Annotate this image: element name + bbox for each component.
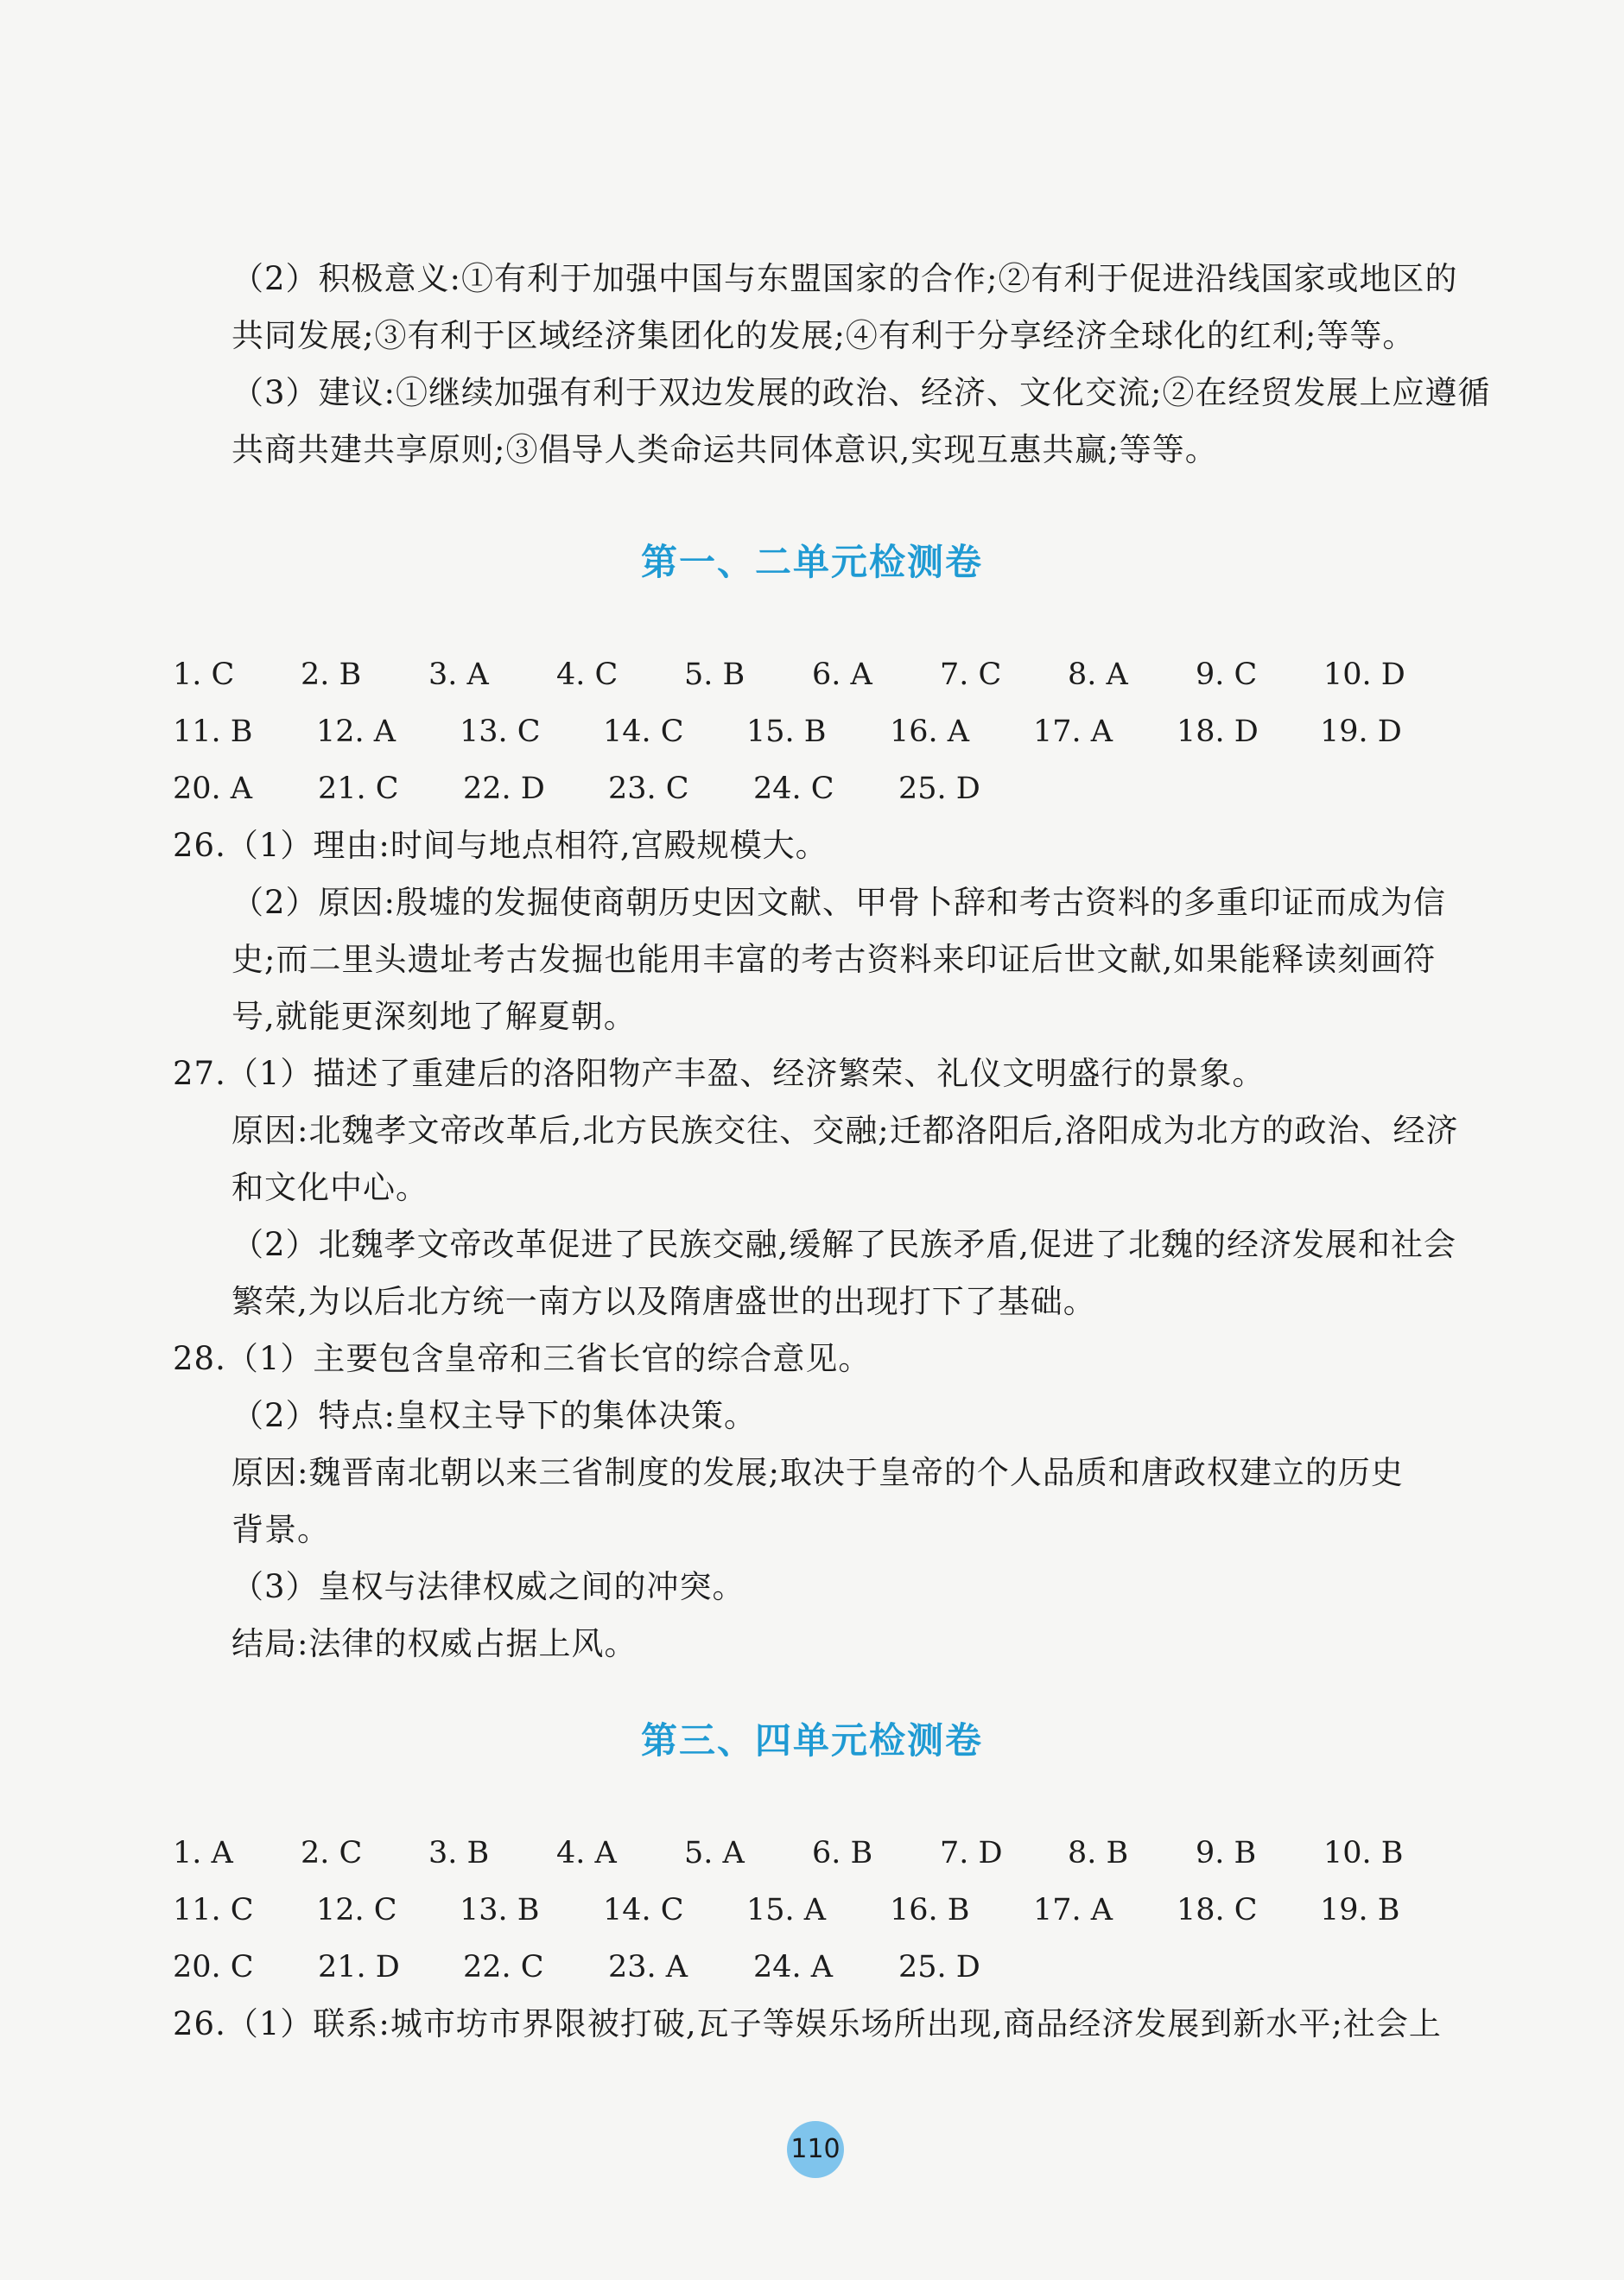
answer: 6. A (812, 657, 872, 692)
answer: 20. C (173, 1950, 254, 1985)
s1-q27-line-1: 27.（1）描述了重建后的洛阳物产丰盈、经济繁荣、礼仪文明盛行的景象。 (173, 1055, 1266, 1092)
s1-q26-line-2: （2）原因:殷墟的发掘使商朝历史因文献、甲骨卜辞和考古资料的多重印证而成为信 (232, 884, 1447, 921)
answer: 21. D (318, 1950, 400, 1985)
answer: 7. D (940, 1836, 1003, 1870)
intro-line-3: （3）建议:①继续加强有利于双边发展的政治、经济、文化交流;②在经贸发展上应遵循 (232, 374, 1491, 411)
answer: 23. C (608, 772, 689, 806)
answer: 22. C (463, 1950, 544, 1985)
s1-q27-line-3: 和文化中心。 (232, 1169, 428, 1206)
answer: 17. A (1033, 1893, 1113, 1928)
answer: 16. B (890, 1893, 970, 1928)
answer: 2. C (301, 1836, 363, 1870)
answer: 22. D (463, 772, 545, 806)
s1-q26-line-4: 号,就能更深刻地了解夏朝。 (232, 998, 637, 1035)
s1-q28-line-4: 背景。 (232, 1511, 330, 1548)
section2-title: 第三、四单元检测卷 (640, 1719, 983, 1762)
answer: 12. A (316, 714, 396, 749)
answer: 8. B (1068, 1836, 1129, 1870)
answer: 7. C (940, 657, 1002, 692)
intro-line-4: 共商共建共享原则;③倡导人类命运共同体意识,实现互惠共赢;等等。 (232, 431, 1218, 468)
answer: 3. A (428, 657, 489, 692)
answer: 18. C (1177, 1893, 1258, 1928)
answer: 24. C (753, 772, 834, 806)
s1-q26-line-3: 史;而二里头遗址考古发掘也能用丰富的考古资料来印证后世文献,如果能释读刻画符 (232, 941, 1437, 978)
s1-q28-line-3: 原因:魏晋南北朝以来三省制度的发展;取决于皇帝的个人品质和唐政权建立的历史 (232, 1454, 1404, 1491)
answer: 13. B (460, 1893, 540, 1928)
answer: 9. C (1196, 657, 1258, 692)
s1-q28-line-6: 结局:法律的权威占据上风。 (232, 1625, 638, 1662)
page-number: 110 (787, 2121, 844, 2178)
answer: 18. D (1177, 714, 1259, 749)
section1-title: 第一、二单元检测卷 (640, 541, 983, 583)
answer: 8. A (1068, 657, 1128, 692)
answer: 19. D (1320, 714, 1402, 749)
answer: 3. B (428, 1836, 490, 1870)
answer: 23. A (608, 1950, 688, 1985)
answer: 20. A (173, 772, 253, 806)
answer: 11. B (173, 714, 253, 749)
s1-q28-line-2: （2）特点:皇权主导下的集体决策。 (232, 1397, 758, 1434)
answer: 25. D (898, 772, 980, 806)
answer: 12. C (316, 1893, 397, 1928)
s1-q26-line-1: 26.（1）理由:时间与地点相符,宫殿规模大。 (173, 827, 828, 864)
answer: 9. B (1196, 1836, 1257, 1870)
answer: 2. B (301, 657, 362, 692)
answer: 6. B (812, 1836, 873, 1870)
answer: 5. A (684, 1836, 745, 1870)
answer: 25. D (898, 1950, 980, 1985)
answer: 15. A (746, 1893, 827, 1928)
answer: 21. C (318, 772, 399, 806)
s2-q26-line-1: 26.（1）联系:城市坊市界限被打破,瓦子等娱乐场所出现,商品经济发展到新水平;社会上 (173, 2005, 1442, 2042)
answer: 14. C (603, 714, 684, 749)
answer: 17. A (1033, 714, 1113, 749)
intro-line-1: （2）积极意义:①有利于加强中国与东盟国家的合作;②有利于促进沿线国家或地区的 (232, 260, 1458, 297)
s1-q27-line-2: 原因:北魏孝文帝改革后,北方民族交往、交融;迁都洛阳后,洛阳成为北方的政治、经济 (232, 1112, 1459, 1149)
answer: 4. C (556, 657, 619, 692)
s1-q27-line-4: （2）北魏孝文帝改革促进了民族交融,缓解了民族矛盾,促进了北魏的经济发展和社会 (232, 1226, 1457, 1263)
answer: 19. B (1320, 1893, 1400, 1928)
answer: 13. C (460, 714, 541, 749)
intro-line-2: 共同发展;③有利于区域经济集团化的发展;④有利于分享经济全球化的红利;等等。 (232, 317, 1416, 354)
answer: 1. C (173, 657, 235, 692)
answer: 4. A (556, 1836, 617, 1870)
answer: 15. B (746, 714, 827, 749)
answer: 1. A (173, 1836, 233, 1870)
answer: 24. A (753, 1950, 834, 1985)
answer: 16. A (890, 714, 970, 749)
s1-q28-line-5: （3）皇权与法律权威之间的冲突。 (232, 1568, 745, 1605)
s1-q28-line-1: 28.（1）主要包含皇帝和三省长官的综合意见。 (173, 1340, 872, 1377)
s1-q27-line-5: 繁荣,为以后北方统一南方以及隋唐盛世的出现打下了基础。 (232, 1283, 1096, 1320)
answer: 11. C (173, 1893, 254, 1928)
answer: 10. B (1323, 1836, 1404, 1870)
answer: 14. C (603, 1893, 684, 1928)
answer: 5. B (684, 657, 745, 692)
answer: 10. D (1323, 657, 1405, 692)
